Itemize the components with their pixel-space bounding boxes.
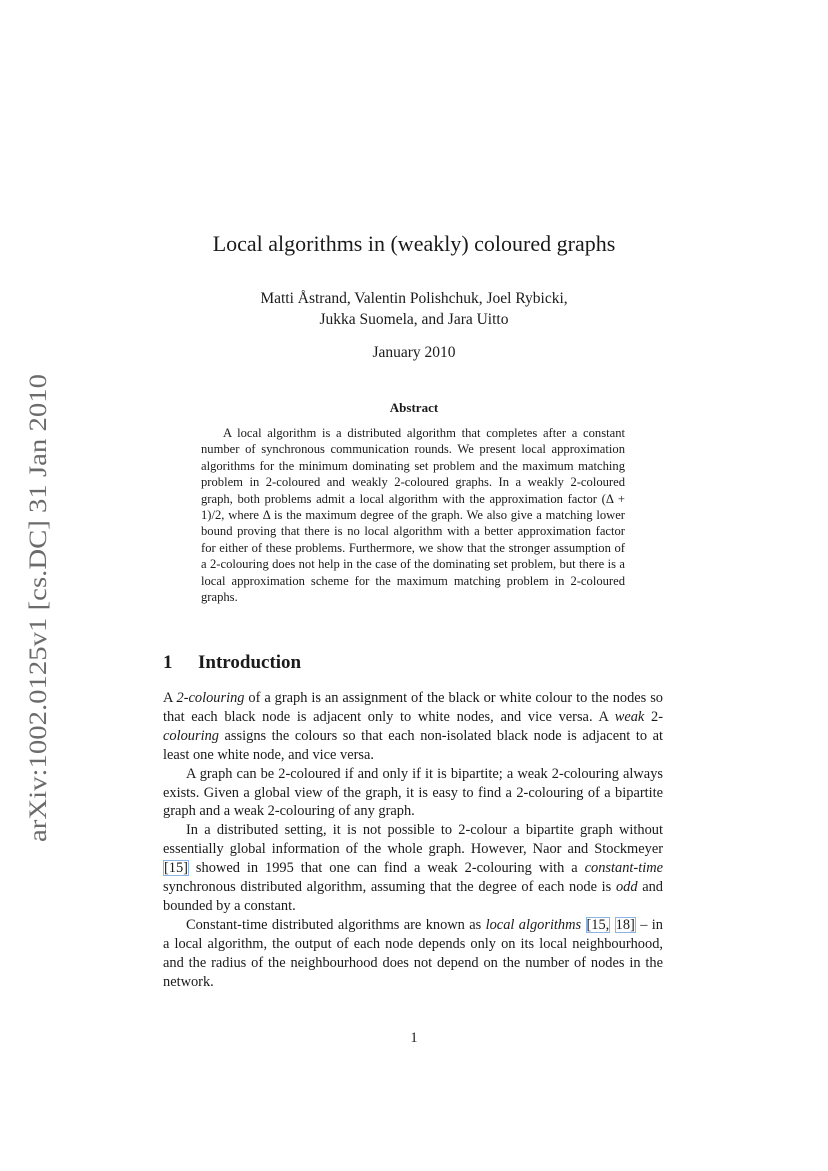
paragraph-2: A graph can be 2-coloured if and only if it is bipartite; a weak 2-colouring always exists. Given a global view of the graph, it is easy to find a 2-colouring of a bipartite graph and a weak 2-colouring of any graph. [163, 765, 663, 820]
text-run: of a graph is an assignment of the black or white colour to the nodes so that each black node is adjacent only to white nodes, and vice versa. A [163, 690, 663, 725]
section-heading [163, 650, 301, 676]
text-run: Constant-time distributed algorithms are known as [186, 916, 486, 933]
citation-link[interactable]: [15] [164, 860, 188, 877]
text-run: In a distributed setting, it is not possible to 2-colour a bipartite graph without essentially global information of the whole graph. However, Naor and Stockmeyer [163, 822, 663, 858]
abstract-text: A local algorithm is a distributed algorithm that completes after a constant number of synchronous communication rounds. We present local approximation algorithms for the minimum dominating set problem and the maximum matching problem in 2-coloured and weakly 2-coloured graphs. In a weakly 2-coloured graph, both problems admit a local algorithm with the approximation factor (Δ + 1)/2, where Δ is the maximum degree of the graph. We also give a matching lower bound proving that there is no local algorithm with a better approximation factor for either of these problems. Furthermore, we show that the stronger assumption of a 2-colouring does not help in the case of the dominating set problem, but there is a local approximation scheme for the maximum matching problem in 2-coloured graphs. [201, 426, 625, 605]
section-title: Introduction [198, 652, 302, 673]
text-run: – in a local algorithm, the output of each node depends only on its local neighbourhood, and the radius of the neighbourhood does not depend on the number of nodes in the network. [163, 916, 663, 990]
text-run: synchronous distributed algorithm, assuming that the degree of each node is [163, 879, 616, 896]
emphasis: weak [614, 708, 645, 725]
abstract-heading: Abstract [389, 400, 439, 415]
citation-link[interactable]: 18] [615, 916, 635, 933]
text-run: and bounded by a constant. [163, 879, 663, 914]
author-line-1: Matti Åstrand, Valentin Polishchuk, Joel Rybicki, [260, 290, 568, 307]
paper-title: Local algorithms in (weakly) coloured graphs [212, 231, 616, 256]
arxiv-stamp-text: arXiv:1002.0125v1 [cs.DC] 31 Jan 2010 [25, 435, 52, 842]
text-run [581, 917, 585, 933]
text-run: A [163, 690, 177, 706]
page-number: 1 [410, 1030, 418, 1046]
author-list [160, 288, 668, 330]
emphasis: constant-time [584, 860, 663, 877]
emphasis: 2-colouring [176, 690, 245, 706]
body-text [163, 689, 663, 992]
emphasis: -colouring [163, 708, 663, 744]
publication-date: January 2010 [372, 344, 456, 361]
emphasis: odd [615, 879, 638, 896]
paragraph-3 [163, 821, 663, 916]
author-line-2: Jukka Suomela, and Jara Uitto [319, 311, 509, 328]
section-number: 1 [163, 652, 173, 673]
emphasis: local algorithms [485, 916, 582, 933]
arxiv-identifier-stamp [16, 372, 56, 842]
text-run: showed in 1995 that one can find a weak 2-colouring with a [188, 860, 585, 877]
text-run: assigns the colours so that each non-isolated black node is adjacent to at least one white node, and vice versa. [163, 727, 663, 763]
arxiv-stamp-svg [16, 372, 56, 842]
text-run: 2 [644, 708, 659, 725]
citation-link[interactable]: [15, [586, 916, 610, 933]
paragraph-4 [163, 916, 663, 992]
paragraph-1 [163, 689, 663, 765]
